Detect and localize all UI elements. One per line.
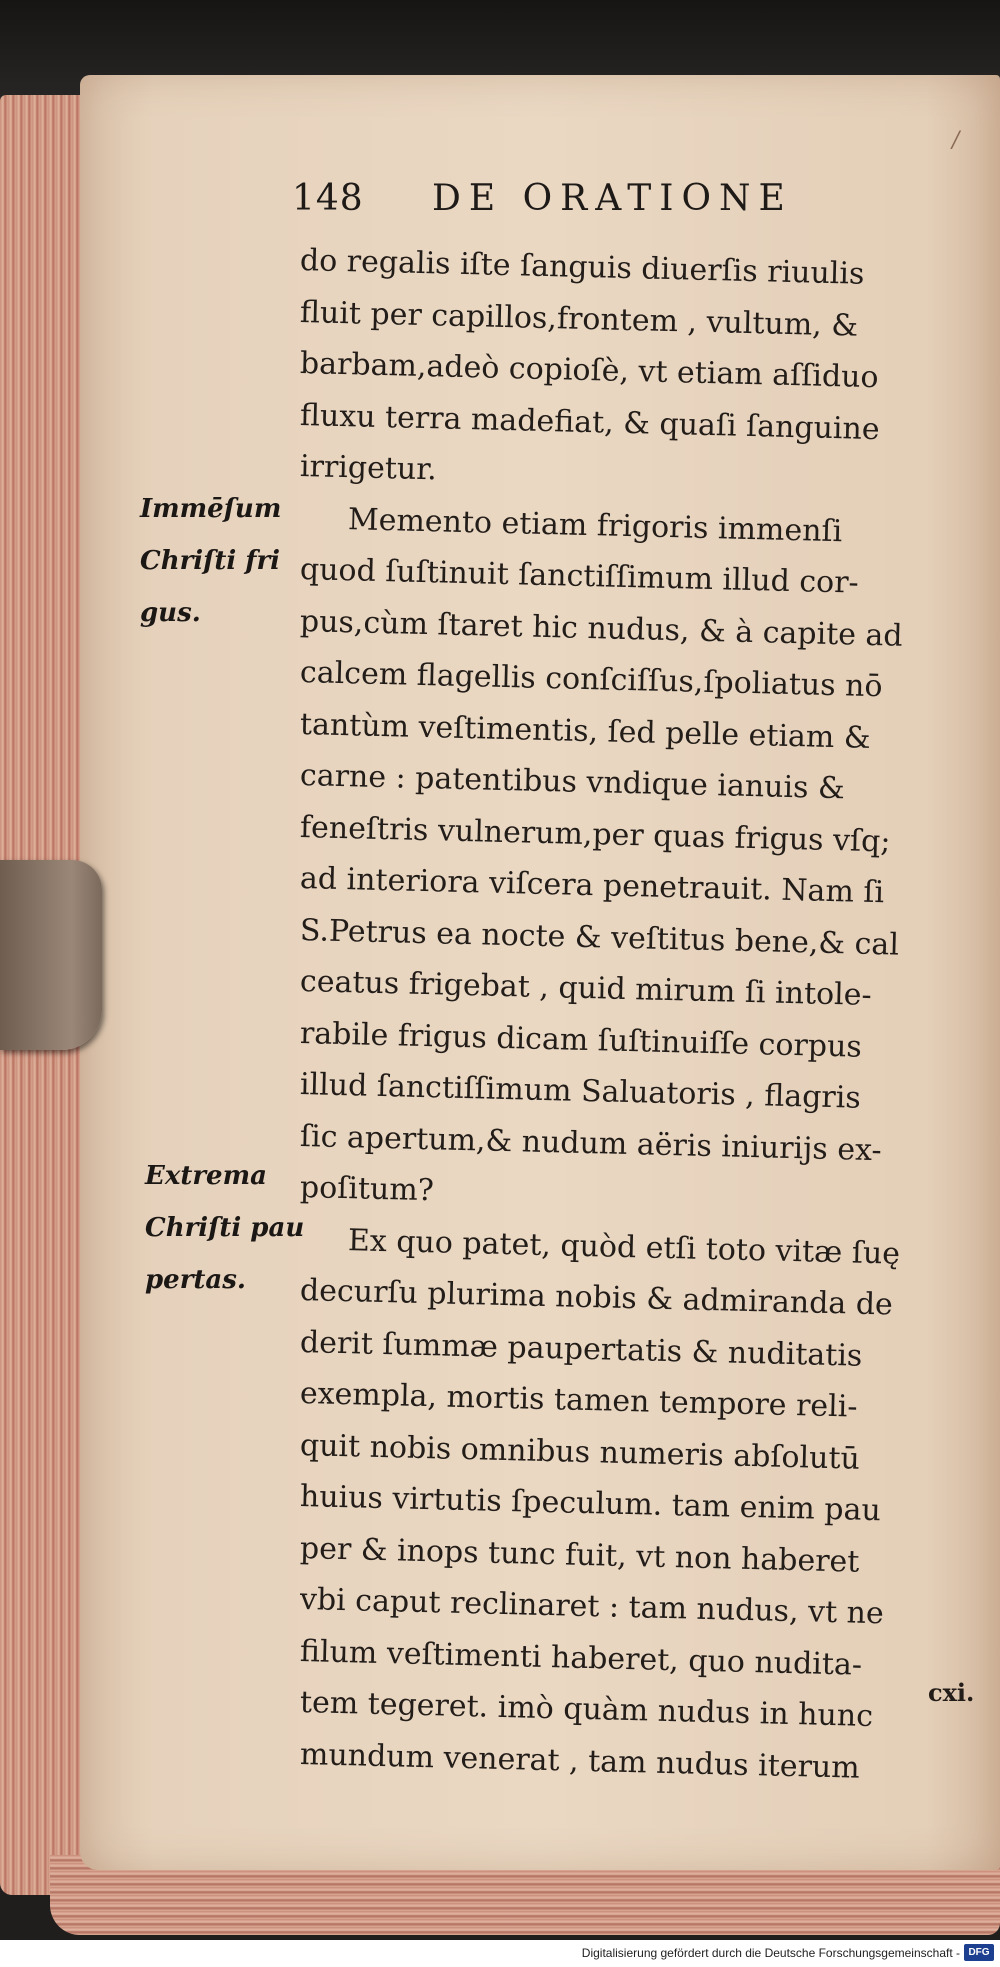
text-line: feneſtris vulnerum,per quas frigus vſq;: [299, 809, 891, 859]
signature-mark: cxi.: [928, 1678, 975, 1707]
margin-note-line: gus.: [140, 598, 201, 628]
text-line: calcem flagellis conſciſſus,ſpoliatus nō: [299, 655, 883, 705]
bookmark-ribbon: [0, 860, 102, 1050]
text-line: rabile frigus dicam ſuſtinuiſſe corpus: [299, 1015, 863, 1065]
margin-note-line: Chriſti pau: [145, 1213, 305, 1243]
text-line: tantùm veſtimentis, ſed pelle etiam &: [299, 706, 871, 756]
text-line: ſic apertum,& nudum aëris iniurijs ex-: [299, 1118, 883, 1168]
text-line: pus,cùm ſtaret hic nudus, & à capite ad: [299, 603, 904, 654]
text-line: vbi caput reclinaret : tam nudus, vt ne: [299, 1582, 885, 1632]
digitization-credit: Digitalisierung gefördert durch die Deutsche Forschungsgemeinschaft -: [581, 1946, 960, 1960]
text-line: quod ſuſtinuit ſanctiſſimum illud cor-: [299, 552, 860, 601]
text-line: illud ſanctiſſimum Saluatoris , flagris: [299, 1067, 862, 1116]
folio-mark: /: [952, 128, 960, 153]
text-line: ceatus frigebat , quid mirum ſi intole-: [299, 964, 873, 1013]
margin-note-line: Extrema: [145, 1161, 267, 1191]
text-line: exempla, mortis tamen tempore reli-: [299, 1376, 858, 1425]
text-line: mundum venerat , tam nudus iterum: [299, 1736, 861, 1786]
text-line: tem tegeret. imò quàm nudus in hunc: [299, 1685, 874, 1734]
text-line: Memento etiam frigoris immenſi: [347, 501, 843, 549]
text-line: do regalis iſte ſanguis diuerſis riuulis: [299, 243, 865, 292]
margin-note: [140, 483, 281, 639]
margin-note-line: Chriſti fri: [140, 546, 281, 576]
text-line: quit nobis omnibus numeris abſolutū: [299, 1427, 861, 1477]
text-line: fluit per capillos,frontem , vultum, &: [299, 294, 859, 344]
text-line: fluxu terra madefiat, & quaſi ſanguine: [299, 397, 880, 447]
text-line: Ex quo patet, quòd etſi toto vitæ ſuę: [347, 1222, 901, 1272]
page-header: [292, 178, 912, 238]
page-number: 148: [292, 178, 364, 219]
margin-note-line: pertas.: [145, 1265, 246, 1295]
text-line: filum veſtimenti haberet, quo nudita-: [299, 1633, 863, 1683]
text-line: ad interiora viſcera penetrauit. Nam ſi: [299, 861, 885, 911]
running-title: DE ORATIONE: [432, 178, 793, 219]
text-line: per & inops tunc fuit, vt non haberet: [299, 1530, 860, 1580]
text-line: S.Petrus ea nocte & veſtitus bene,& cal: [299, 912, 900, 963]
text-line: carne : patentibus vndique ianuis &: [299, 758, 846, 807]
margin-note-line: Immēſum: [140, 494, 282, 524]
body-text: [299, 235, 960, 1786]
text-line: decurſu plurima nobis & admiranda de: [299, 1273, 894, 1323]
margin-note: [145, 1150, 304, 1306]
text-line: huius virtutis ſpeculum. tam enim pau: [299, 1479, 882, 1529]
text-line: poſitum?: [299, 1170, 435, 1209]
dfg-logo: DFG: [964, 1944, 994, 1961]
text-line: derit ſummæ paupertatis & nuditatis: [299, 1324, 863, 1374]
text-line: irrigetur.: [299, 449, 438, 488]
text-line: barbam,adeò copioſè, vt etiam aſſiduo: [299, 346, 879, 396]
